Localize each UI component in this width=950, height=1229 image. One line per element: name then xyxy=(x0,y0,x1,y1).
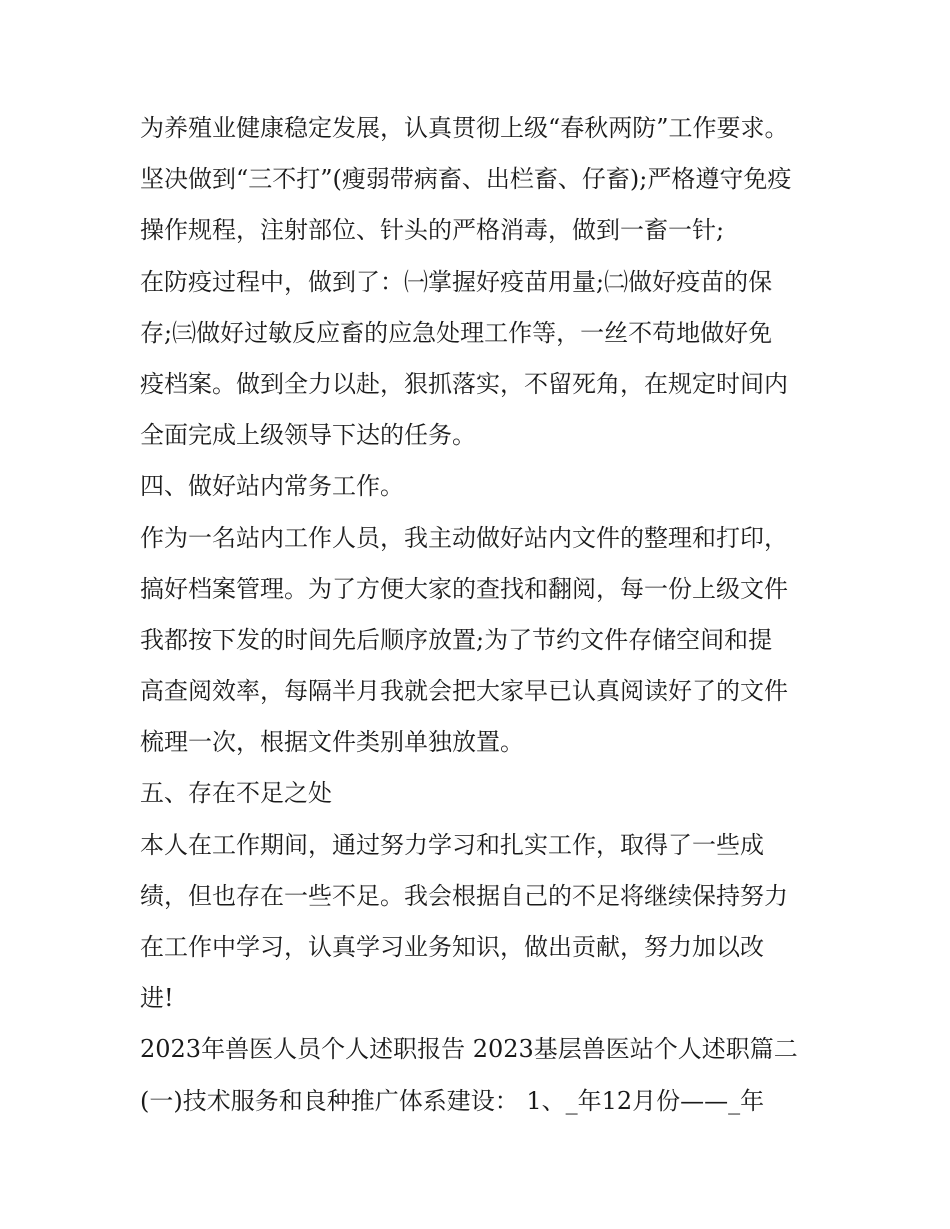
text-line: 疫档案。做到全力以赴，狠抓落实，不留死角，在规定时间内 xyxy=(140,369,788,398)
document-title: 2023年兽医人员个人述职报告 2023基层兽医站个人述职篇二 xyxy=(140,1035,798,1064)
text-line: 搞好档案管理。为了方便大家的查找和翻阅，每一份上级文件 xyxy=(140,574,788,603)
text-line: 作为一名站内工作人员，我主动做好站内文件的整理和打印， xyxy=(140,523,788,552)
text-line: 我都按下发的时间先后顺序放置;为了节约文件存储空间和提 xyxy=(140,625,773,654)
text-line: 操作规程，注射部位、针头的严格消毒，做到一畜一针; xyxy=(140,216,725,245)
text-line: 坚决做到“三不打”(瘦弱带病畜、出栏畜、仔畜);严格遵守免疫 xyxy=(140,165,792,194)
text-line: 高查阅效率，每隔半月我就会把大家早已认真阅读好了的文件 xyxy=(140,677,788,706)
text-line: 梳理一次，根据文件类别单独放置。 xyxy=(140,728,524,757)
text-line: 本人在工作期间，通过努力学习和扎实工作，取得了一些成 xyxy=(140,830,764,859)
text-line: 进! xyxy=(140,984,174,1013)
text-line: (一)技术服务和良种推广体系建设： 1、_年12月份——_年 xyxy=(140,1086,765,1115)
document-body xyxy=(140,103,820,1127)
text-line: 为养殖业健康稳定发展，认真贯彻上级“春秋两防”工作要求。 xyxy=(140,114,789,142)
text-line: 在工作中学习，认真学习业务知识，做出贡献，努力加以改 xyxy=(140,933,764,961)
text-line: 全面完成上级领导下达的任务。 xyxy=(140,421,476,450)
text-line: 绩，但也存在一些不足。我会根据自己的不足将继续保持努力 xyxy=(140,881,788,910)
text-line: 在防疫过程中，做到了：㈠掌握好疫苗用量;㈡做好疫苗的保 xyxy=(140,267,773,296)
text-line: 存;㈢做好过敏反应畜的应急处理工作等，一丝不苟地做好免 xyxy=(140,318,773,347)
section-heading: 五、存在不足之处 xyxy=(140,779,332,808)
section-heading: 四、做好站内常务工作。 xyxy=(140,472,404,501)
